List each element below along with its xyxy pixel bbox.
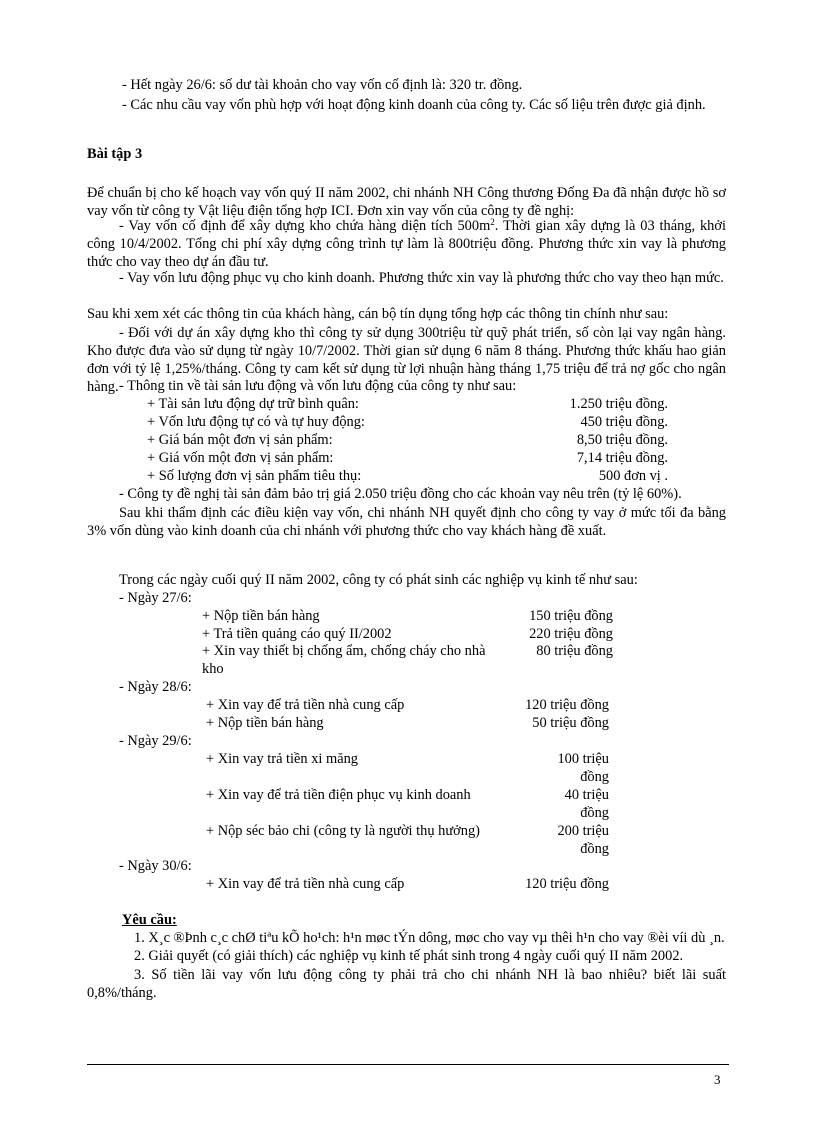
footer-rule xyxy=(87,1064,729,1065)
working-loan-paragraph: - Vay vốn lưu động phục vụ cho kinh doanh. Phương thức xin vay là phương thức cho vay theo hạn mức. xyxy=(119,270,724,286)
transaction-desc: + Xin vay thiết bị chống ẩm, chống cháy cho nhà xyxy=(202,643,486,659)
transaction-desc: + Xin vay trả tiền xi măng xyxy=(206,751,358,767)
day-heading: - Ngày 30/6: xyxy=(119,858,192,874)
transaction-amount: 100 triệu xyxy=(557,751,609,767)
fixed-loan-paragraph xyxy=(87,218,726,271)
assets-heading: - Thông tin về tài sản lưu động và vốn lưu động của công ty như sau: xyxy=(119,378,517,394)
asset-label: + Vốn lưu động tự có và tự huy động: xyxy=(147,414,365,430)
asset-value: 1.250 triệu đồng. xyxy=(569,396,668,412)
transaction-desc: + Trả tiền quảng cáo quý II/2002 xyxy=(202,626,392,642)
transaction-desc: + Xin vay để trả tiền điện phục vụ kinh doanh xyxy=(206,787,471,803)
project-info-paragraph: - Đối với dự án xây dựng kho thì công ty sử dụng 300triệu từ quỹ phát triển, số còn lại vay ngân hàng. Kho được đưa vào sử dụng từ ngày 10/7/2002. Thời gian sử dụng 6 năm 8 tháng. Phương thức khấu hao giản đơn với tỷ lệ 1,25%/tháng. Công ty cam kết sử dụng từ lợi nhuận hàng tháng 1,75 triệu để trả nợ gốc cho ngân hàng. xyxy=(87,325,726,395)
top-line-2: - Các nhu cầu vay vốn phù hợp với hoạt động kinh doanh của công ty. Các số liệu trên được giả định. xyxy=(122,97,706,113)
asset-value: 500 đơn vị . xyxy=(598,468,668,484)
transaction-amount: 50 triệu đồng xyxy=(532,715,609,731)
asset-value: 7,14 triệu đồng. xyxy=(576,450,668,466)
day-heading: - Ngày 27/6: xyxy=(119,590,192,606)
asset-label: + Giá bán một đơn vị sản phẩm: xyxy=(147,432,333,448)
page-number: 3 xyxy=(714,1072,721,1087)
collateral-line: - Công ty đề nghị tài sản đảm bảo trị giá 2.050 triệu đồng cho các khoản vay nêu trên (tỷ lệ 60%). xyxy=(119,486,682,502)
day-heading: - Ngày 28/6: xyxy=(119,679,192,695)
intro-paragraph: Để chuẩn bị cho kế hoạch vay vốn quý II năm 2002, chi nhánh NH Công thương Đống Đa đã nhận được hồ sơ vay vốn từ công ty Vật liệu điện tổng hợp ICI. Đơn xin vay vốn của công ty đề nghị: xyxy=(87,185,726,219)
decision-paragraph: Sau khi thẩm định các điều kiện vay vốn, chi nhánh NH quyết định cho công ty vay ở mức tối đa bằng 3% vốn dùng vào kinh doanh của chi nhánh với phương thức cho vay khách hàng đề xuất. xyxy=(87,505,726,539)
transaction-amount: 150 triệu đồng xyxy=(529,608,613,624)
requirement-3: 3. Số tiền lãi vay vốn lưu động công ty phải trả cho chi nhánh NH là bao nhiêu? biết lãi suất 0,8%/tháng. xyxy=(87,967,726,1001)
transaction-amount: 120 triệu đồng xyxy=(525,697,609,713)
fixed-loan-text-b: . Thời gian xây dựng là 03 tháng, khởi công 10/4/2002. Tổng chi phí xây dựng công trình tự làm là 800triệu đồng. Phương thức xin vay là phương thức cho vay theo dự án đầu tư. xyxy=(87,218,726,270)
transaction-amount-cont: đồng xyxy=(580,805,609,821)
transactions-intro: Trong các ngày cuối quý II năm 2002, công ty có phát sinh các nghiệp vụ kinh tế như sau: xyxy=(119,572,638,588)
transaction-desc: + Xin vay để trả tiền nhà cung cấp xyxy=(206,876,405,892)
asset-label: + Số lượng đơn vị sản phẩm tiêu thụ: xyxy=(147,468,362,484)
transaction-amount: 40 triệu xyxy=(564,787,609,803)
transaction-amount: 220 triệu đồng xyxy=(529,626,613,642)
asset-label: + Tài sản lưu động dự trữ bình quân: xyxy=(147,396,359,412)
transaction-amount-cont: đồng xyxy=(580,841,609,857)
transaction-amount: 200 triệu xyxy=(557,823,609,839)
asset-value: 8,50 triệu đồng. xyxy=(576,432,668,448)
transaction-desc: + Nộp tiền bán hàng xyxy=(206,715,324,731)
fixed-loan-text-a: - Vay vốn cố định để xây dựng kho chứa hàng diện tích 500m xyxy=(119,218,491,234)
requirement-1: 1. X¸c ®Þnh c¸c chØ tiªu kÕ ho¹ch: h¹n møc tÝn dông, møc cho vay vµ thêi h¹n cho vay ®èi víi dù ¸n. xyxy=(134,930,725,946)
area-superscript: 2 xyxy=(490,217,495,227)
exercise-title: Bài tập 3 xyxy=(87,146,143,162)
transaction-desc-cont: kho xyxy=(202,661,224,677)
asset-label: + Giá vốn một đơn vị sản phẩm: xyxy=(147,450,334,466)
transaction-amount: 80 triệu đồng xyxy=(536,643,613,659)
requirement-2: 2. Giải quyết (có giải thích) các nghiệp vụ kinh tế phát sinh trong 4 ngày cuối quý II năm 2002. xyxy=(134,948,684,964)
transaction-desc: + Nộp tiền bán hàng xyxy=(202,608,320,624)
day-heading: - Ngày 29/6: xyxy=(119,733,192,749)
after-review-line: Sau khi xem xét các thông tin của khách hàng, cán bộ tín dụng tổng hợp các thông tin chính như sau: xyxy=(87,306,669,322)
transaction-desc: + Nộp séc bảo chi (công ty là người thụ hưởng) xyxy=(206,823,480,839)
requirements-title: Yêu cầu: xyxy=(122,912,177,928)
transaction-amount-cont: đồng xyxy=(580,769,609,785)
transaction-desc: + Xin vay để trả tiền nhà cung cấp xyxy=(206,697,405,713)
asset-value: 450 triệu đồng. xyxy=(580,414,668,430)
top-line-1: - Hết ngày 26/6: số dư tài khoản cho vay vốn cố định là: 320 tr. đồng. xyxy=(122,77,523,93)
transaction-amount: 120 triệu đồng xyxy=(525,876,609,892)
